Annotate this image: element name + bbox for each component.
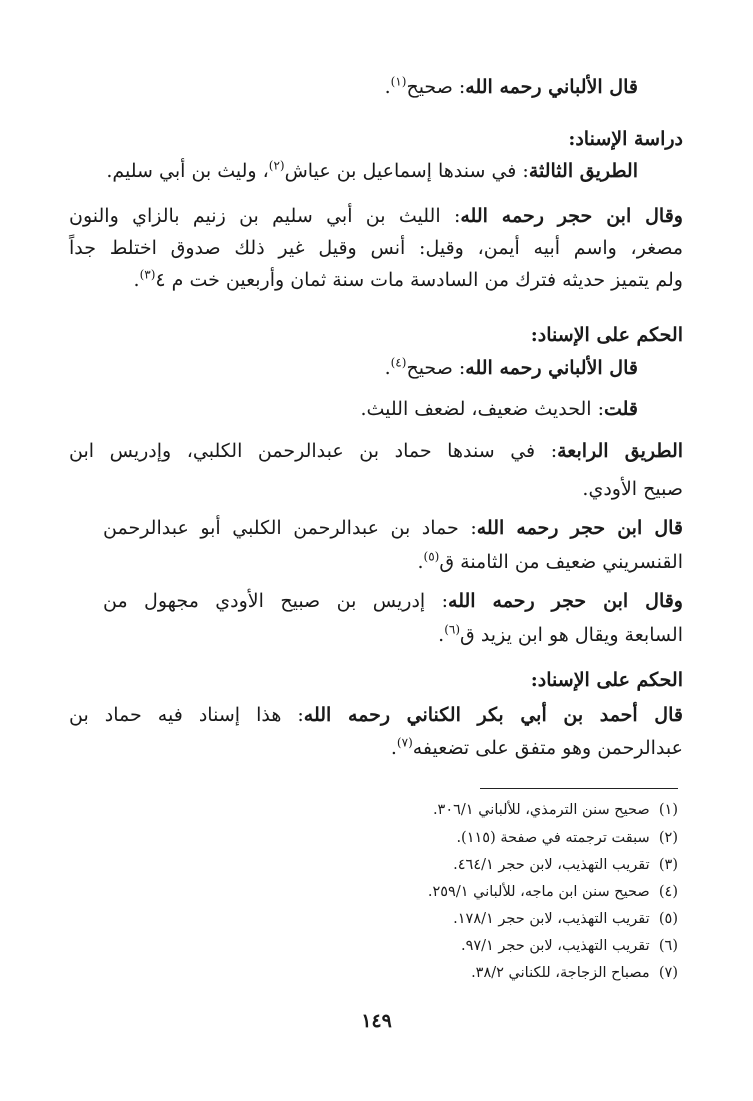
kinani-line2: عبدالرحمن وهو متفق على تضعيفه$^{(٧)}$. xyxy=(390,735,683,759)
fourth-path-line2: صبيح الأودي. xyxy=(582,478,683,500)
footnote-ref: (٢) xyxy=(268,158,285,173)
isnad-study-heading: دراسة الإسناد: xyxy=(568,128,683,150)
albani-ruling-2: قال الألباني رحمه الله: صحيح$^{(٤)}$. xyxy=(384,355,638,379)
albani-label: قال الألباني رحمه الله xyxy=(465,76,638,98)
qultu-label: قلت xyxy=(603,398,638,420)
footnote-number: (٥) xyxy=(658,911,678,927)
ibn-hajar-1-line1: وقال ابن حجر رحمه الله: الليث بن أبي سليم بن زنيم بالزاي والنون xyxy=(69,205,683,227)
footnote-6: (٦) تقريب التهذيب، لابن حجر ٩٧/١. xyxy=(460,938,678,954)
author-comment: قلت: الحديث ضعيف، لضعف الليث. xyxy=(360,398,638,420)
footnote-4: (٤) صحيح سنن ابن ماجه، للألباني ٢٥٩/١. xyxy=(427,884,678,900)
footnote-ref: (٧) xyxy=(396,735,413,750)
kinani-line1: قال أحمد بن أبي بكر الكناني رحمه الله: هذا إسناد فيه حماد بن xyxy=(69,704,683,726)
fourth-path-line1: الطريق الرابعة: في سندها حماد بن عبدالرحمن الكلبي، وإدريس ابن xyxy=(69,440,684,462)
ibn-hajar-1-line3: ولم يتميز حديثه فترك من السادسة مات سنة ثمان وأربعين خت م ٤$^{(٣)}$. xyxy=(133,267,683,291)
fourth-path-label: الطريق الرابعة xyxy=(557,440,684,462)
footnote-number: (٦) xyxy=(658,938,678,954)
third-path-label: الطريق الثالثة xyxy=(528,160,638,182)
footnote-ref: (٥) xyxy=(423,549,440,564)
footnote-5: (٥) تقريب التهذيب، لابن حجر ١٧٨/١. xyxy=(453,911,678,927)
ibn-hajar-label: قال ابن حجر رحمه الله xyxy=(476,517,684,539)
footnote-number: (٤) xyxy=(658,884,678,900)
footnote-3: (٣) تقريب التهذيب، لابن حجر ٤٦٤/١. xyxy=(453,857,678,873)
ibn-hajar-2-line1: قال ابن حجر رحمه الله: حماد بن عبدالرحمن الكلبي أبو عبدالرحمن xyxy=(103,517,684,539)
ruling-heading-2: الحكم على الإسناد: xyxy=(530,669,683,691)
footnote-number: (٧) xyxy=(658,965,678,981)
footnote-number: (١) xyxy=(658,802,678,818)
albani-label: قال الألباني رحمه الله xyxy=(465,357,638,379)
ibn-hajar-2-line2: القنسريني ضعيف من الثامنة ق$^{(٥)}$. xyxy=(417,549,683,573)
ibn-hajar-label: وقال ابن حجر رحمه الله xyxy=(460,205,683,227)
third-path: الطريق الثالثة: في سندها إسماعيل بن عياش$^{(٢)}$، وليث بن أبي سليم. xyxy=(106,158,638,182)
ruling-heading-1: الحكم على الإسناد: xyxy=(530,324,683,346)
ibn-hajar-1-line2: مصغر، واسم أبيه أيمن، وقيل: أنس وقيل غير ذلك صدوق اختلط جداً xyxy=(69,237,683,259)
footnote-divider xyxy=(480,788,678,789)
ibn-hajar-3-line1: وقال ابن حجر رحمه الله: إدريس بن صبيح الأودي مجهول من xyxy=(103,590,683,612)
page-number: ١٤٩ xyxy=(361,1010,392,1032)
kinani-label: قال أحمد بن أبي بكر الكناني رحمه الله xyxy=(303,704,683,726)
albani-ruling-1: قال الألباني رحمه الله: صحيح$^{(١)}$. xyxy=(384,74,638,98)
ibn-hajar-3-line2: السابعة ويقال هو ابن يزيد ق$^{(٦)}$. xyxy=(438,622,683,646)
footnote-1: (١) صحيح سنن الترمذي، للألباني ٣٠٦/١. xyxy=(432,802,678,818)
footnote-ref: (١) xyxy=(390,74,407,89)
footnote-7: (٧) مصباح الزجاجة، للكناني ٣٨/٢. xyxy=(471,965,678,981)
footnote-ref: (٤) xyxy=(390,355,407,370)
footnote-number: (٢) xyxy=(658,830,678,846)
footnote-2: (٢) سبقت ترجمته في صفحة (١١٥). xyxy=(456,830,678,846)
footnote-number: (٣) xyxy=(658,857,678,873)
footnote-ref: (٦) xyxy=(444,622,461,637)
footnote-ref: (٣) xyxy=(139,267,156,282)
ibn-hajar-label: وقال ابن حجر رحمه الله xyxy=(448,590,683,612)
